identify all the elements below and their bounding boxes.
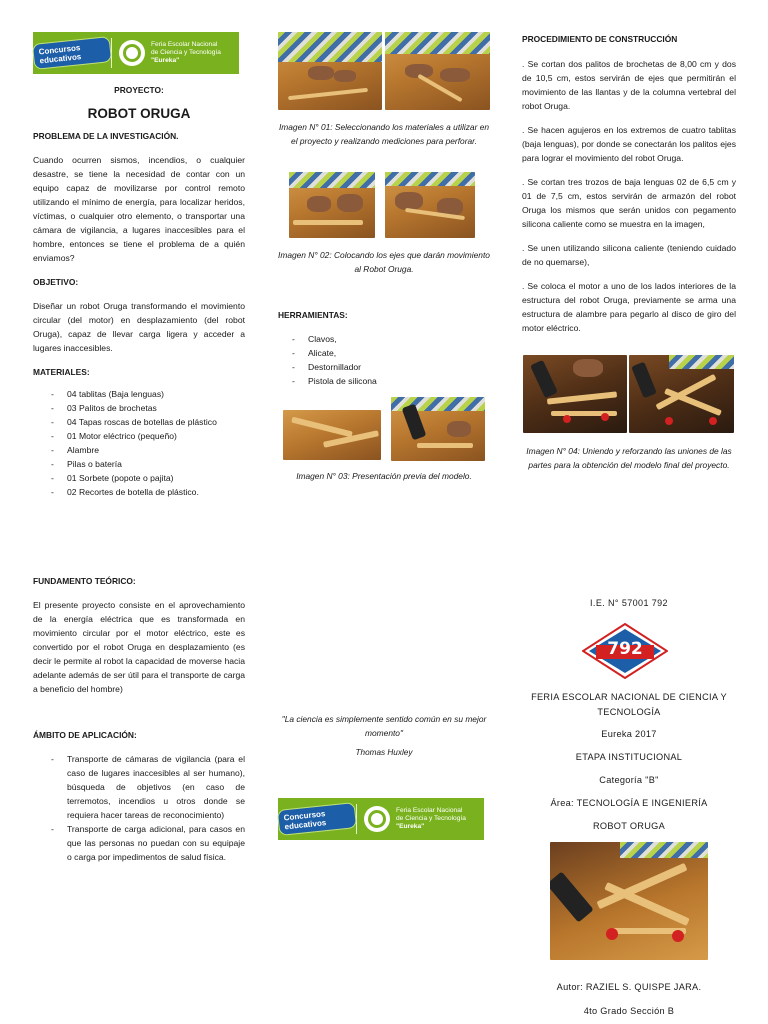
procedimiento-heading: PROCEDIMIENTO DE CONSTRUCCIÓN <box>522 34 678 44</box>
materiales-list <box>33 387 245 499</box>
column-1-bottom <box>33 574 245 864</box>
eureka-banner-bottom-wrap <box>278 798 488 840</box>
objetivo-text: Diseñar un robot Oruga transformando el movimiento circular (del motor) en desplazamiento (del robot Oruga), capaz de llevar carga ligera y acceder a lugares inaccesibles. <box>33 301 245 353</box>
list-item: - Destornillador <box>292 360 490 374</box>
photo-3b <box>391 397 485 461</box>
caption-1-wrap <box>278 120 490 148</box>
fundamento-text: El presente proyecto consiste en el aprovechamiento de la energía eléctrica que es transformada en movimiento circular por el motor eléctrico, este es convertido por el robot Oruga en desplazamiento (es decir le permite al robot la capacidad de moverse hacia adelante además de ser útil para el transporte de carga a beneficio del hombre) <box>33 600 245 694</box>
concursos-logo <box>278 798 356 840</box>
eureka-year: Eureka 2017 <box>601 729 657 739</box>
area: Área: TECNOLOGÍA E INGENIERÍA <box>550 798 708 808</box>
caption-4: Imagen N° 04: Uniendo y reforzando las uniones de las partes para la obtención del modelo final del proyecto. <box>526 446 732 470</box>
list-item: - 04 Tapas roscas de botellas de plástico <box>51 415 245 429</box>
list-item: - 01 Sorbete (popote o pajita) <box>51 471 245 485</box>
photo-1a <box>278 32 382 110</box>
eureka-banner-bottom <box>278 798 484 840</box>
caption-2: Imagen N° 02: Colocando los ejes que darán movimiento al Robot Oruga. <box>278 250 490 274</box>
grado: 4to Grado Sección B <box>583 1006 675 1016</box>
problema-text: Cuando ocurren sismos, incendios, o cualquier desastre, se tiene la necesidad de contar con un equipo capaz de movilizarse por control remoto utilizando el mínimo de energía, para localizar heridos, víctimas, o cualquier otro elemento, o transportar una cámara de vigilancia, a lugares inaccesibles para el hombre, entonces se tiene el problema de a quién enviamos? <box>33 155 245 263</box>
list-item: - Pistola de silicona <box>292 374 490 388</box>
autor: Autor: RAZIEL S. QUISPE JARA. <box>556 982 702 992</box>
list-item: - 04 tablitas (Baja lenguas) <box>51 387 245 401</box>
problema-heading: PROBLEMA DE LA INVESTIGACIÓN. <box>33 131 179 141</box>
eureka-banner <box>33 32 239 74</box>
caption-4-wrap <box>522 444 736 472</box>
list-item: - Transporte de cámaras de vigilancia (para el caso de lugares inaccesibles al ser humano), búsqueda de objetivos (en caso de terremotos, incendios u otros donde se requiera hacer tareas de reconocimiento) <box>51 752 245 822</box>
materiales-heading: MATERIALES: <box>33 367 90 377</box>
ambito-list <box>33 752 245 864</box>
list-item: - 01 Motor eléctrico (pequeño) <box>51 429 245 443</box>
quote: "La ciencia es simplemente sentido común en su mejor momento" <box>281 714 487 738</box>
cover-info <box>522 690 736 834</box>
feria-name: FERIA ESCOLAR NACIONAL DE CIENCIA Y TECNOLOGÍA <box>531 692 727 717</box>
objetivo-heading: OBJETIVO: <box>33 277 79 287</box>
ambito-heading: ÁMBITO DE APLICACIÓN: <box>33 730 137 740</box>
caption-2-wrap <box>278 248 490 276</box>
photo-1b <box>385 32 490 110</box>
categoria: Categoría "B" <box>599 775 659 785</box>
procedimiento-step: . Se coloca el motor a uno de los lados interiores de la estructura del robot Oruga, previamente se arma una estructura de alambre para pegarlo al disco de giro del motor eléctrico. <box>522 281 736 333</box>
concursos-badge: Concursos educativos <box>277 802 357 836</box>
photo-3a <box>283 410 381 460</box>
banner-text <box>151 41 221 65</box>
cover-author <box>522 980 736 1018</box>
eureka-seal-icon <box>364 806 390 832</box>
concursos-badge: Concursos educativos <box>32 36 112 70</box>
eureka-seal-icon <box>119 40 145 66</box>
column-2-bottom <box>278 712 490 760</box>
school-logo <box>582 623 668 679</box>
concursos-logo <box>33 32 111 74</box>
photo-4b <box>629 355 734 433</box>
herramientas-list <box>278 332 490 388</box>
banner-line-3: "Eureka" <box>151 57 180 64</box>
procedimiento-step: . Se cortan tres trozos de baja lenguas 02 de 6,5 cm y 01 de 7,5 cm, estos servirán de armazón del robot Oruga los mismos que serán unidos con pegamento silicona caliente como se muestra en la imagen, <box>522 177 736 229</box>
banner-text <box>396 807 466 831</box>
list-item: - 02 Recortes de botella de plástico. <box>51 485 245 499</box>
school-logo-number: 792 <box>607 639 643 659</box>
banner-line-2: de Ciencia y Tecnología <box>151 49 221 56</box>
caption-1: Imagen N° 01: Seleccionando los materiales a utilizar en el proyecto y realizando mediciones para perforar. <box>278 122 490 146</box>
list-item: - Transporte de carga adicional, para casos en que las personas no puedan con su equipaje o carga por impedimentos de salud física. <box>51 822 245 864</box>
procedimiento-step: . Se cortan dos palitos de brochetas de 8,00 cm y dos de 10,5 cm, estos servirán de ejes que permitirán el movimiento de las llantas y de la columna vertebral del robot Oruga. <box>522 59 736 111</box>
fundamento-heading: FUNDAMENTO TEÓRICO: <box>33 576 136 586</box>
caption-3-wrap <box>278 469 490 483</box>
column-3 <box>522 32 736 335</box>
caption-3: Imagen N° 03: Presentación previa del modelo. <box>296 471 472 481</box>
list-item: - Alicate, <box>292 346 490 360</box>
list-item: - Pilas o batería <box>51 457 245 471</box>
banner-line-2: de Ciencia y Tecnología <box>396 815 466 822</box>
etapa: ETAPA INSTITUCIONAL <box>575 752 683 762</box>
herramientas-heading: HERRAMIENTAS: <box>278 310 348 320</box>
cover-robot-title: ROBOT ORUGA <box>592 821 666 831</box>
procedimiento-step: . Se hacen agujeros en los extremos de cuatro tablitas (baja lenguas), por donde se conectarán los palitos ejes para lograr el movimiento del robot Oruga. <box>522 125 736 163</box>
photo-2a <box>289 172 375 238</box>
cover-panel <box>522 596 736 610</box>
herramientas-section <box>278 308 490 388</box>
list-item: - Alambre <box>51 443 245 457</box>
quote-author: Thomas Huxley <box>355 748 413 757</box>
list-item: - 03 Palitos de brochetas <box>51 401 245 415</box>
procedimiento-step: . Se unen utilizando silicona caliente (teniendo cuidado de no quemarse), <box>522 243 736 267</box>
column-1 <box>33 32 245 499</box>
banner-line-1: Feria Escolar Nacional <box>151 41 218 48</box>
school-name: I.E. N° 57001 792 <box>590 598 668 608</box>
banner-line-1: Feria Escolar Nacional <box>396 807 463 814</box>
photo-cover <box>550 842 708 960</box>
banner-line-3: "Eureka" <box>396 823 425 830</box>
page-title: ROBOT ORUGA <box>87 106 191 121</box>
proyecto-label: PROYECTO: <box>114 85 164 95</box>
photo-4a <box>523 355 627 433</box>
photo-2b <box>385 172 475 238</box>
list-item: - Clavos, <box>292 332 490 346</box>
